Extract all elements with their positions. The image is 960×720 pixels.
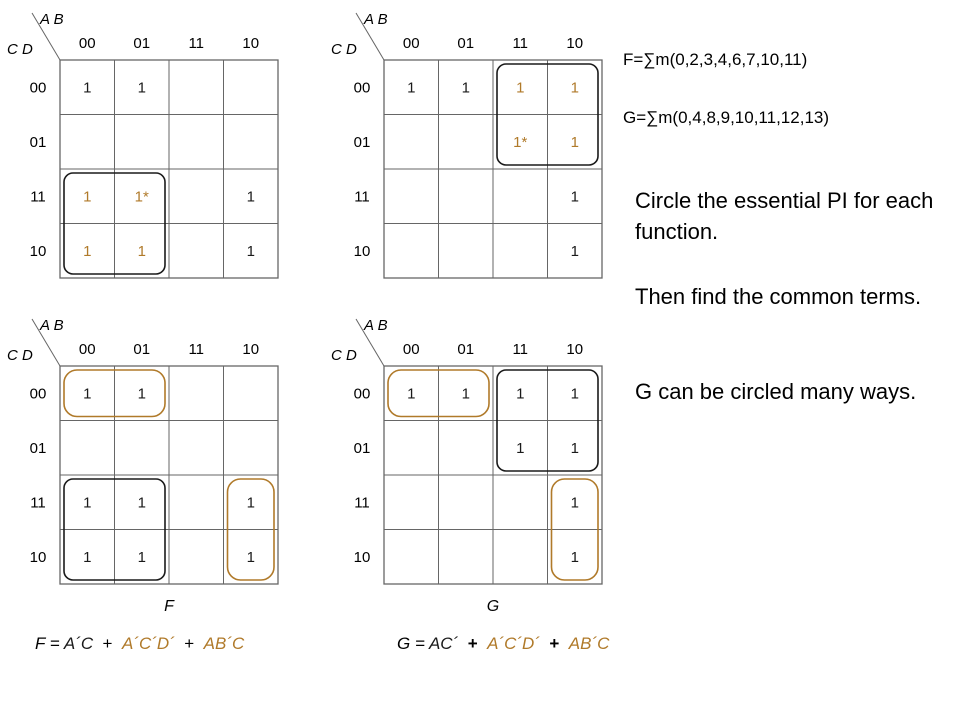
bottom-left-row-header: 11 xyxy=(30,494,46,512)
f-minterm-definition: F=∑m(0,2,3,4,6,7,10,11) xyxy=(623,50,808,69)
bottom-right-cell-value: 1 xyxy=(516,439,525,457)
instruction-common-terms: Then find the common terms. xyxy=(635,284,922,309)
top-left-cell-value: 1 xyxy=(83,79,92,97)
f-eq-term-2: A´C´D´ xyxy=(121,634,175,653)
top-left-col-header: 11 xyxy=(188,35,205,52)
top-right-cell-value: 1 xyxy=(461,79,470,97)
top-right-row-header: 00 xyxy=(353,79,371,97)
bottom-right-cell-value: 1 xyxy=(570,385,579,403)
bottom-left-col-header: 01 xyxy=(133,341,151,358)
top-right-row-header: 01 xyxy=(353,133,371,151)
bottom-right-cell-value: 1 xyxy=(570,439,579,457)
top-right-col-header: 01 xyxy=(457,35,475,52)
bottom-left-cell-value: 1 xyxy=(137,548,146,566)
f-eq-lhs: F = xyxy=(35,634,64,653)
top-left-cell-value: 1 xyxy=(137,79,146,97)
g-eq-op-2: + xyxy=(539,634,569,653)
bottom-left-cell-value: 1 xyxy=(83,548,92,566)
g-eq-term-3: AB´C xyxy=(568,634,610,653)
bottom-right-ab-label: A B xyxy=(364,317,388,334)
top-left-cell-value: 1 xyxy=(83,242,92,260)
top-left-row-header: 10 xyxy=(29,242,47,260)
top-left-ab-label: A B xyxy=(40,11,64,28)
top-right-row-header: 11 xyxy=(354,188,370,206)
top-left-row-header: 01 xyxy=(29,133,47,151)
bottom-left-col-header: 00 xyxy=(78,341,96,358)
bottom-right-cell-value: 1 xyxy=(570,548,579,566)
bottom-right-caption: G xyxy=(486,598,500,615)
top-right-cell-value: 1 xyxy=(516,79,525,97)
top-left-col-header: 00 xyxy=(78,35,96,52)
top-right-cell-value: 1 xyxy=(407,79,416,97)
f-eq-term-3: AB´C xyxy=(203,634,245,653)
bottom-left-caption: F xyxy=(164,598,174,615)
top-right-col-header: 10 xyxy=(566,35,584,52)
bottom-left-cell-value: 1 xyxy=(83,385,92,403)
bottom-left-cell-value: 1 xyxy=(137,385,146,403)
bottom-right-cell-value: 1 xyxy=(570,494,579,512)
bottom-right-row-header: 10 xyxy=(353,548,371,566)
bottom-right-cd-label: C D xyxy=(331,347,357,364)
bottom-right-col-header: 10 xyxy=(566,341,584,358)
top-left-col-header: 01 xyxy=(133,35,151,52)
bottom-left-cell-value: 1 xyxy=(83,494,92,512)
top-right-cd-label: C D xyxy=(331,41,357,58)
top-left-col-header: 10 xyxy=(242,35,260,52)
bottom-left-col-header: 10 xyxy=(242,341,260,358)
g-minterm-definition: G=∑m(0,4,8,9,10,11,12,13) xyxy=(623,108,830,127)
f-eq-op-2: + xyxy=(174,634,204,653)
top-right-cell-value: 1 xyxy=(570,188,579,206)
f-equation xyxy=(35,634,244,654)
top-right-row-header: 10 xyxy=(353,242,371,260)
top-right-col-header: 11 xyxy=(512,35,529,52)
top-left-row-header: 00 xyxy=(29,79,47,97)
bottom-right-col-header: 00 xyxy=(402,341,420,358)
g-eq-op-1: + xyxy=(458,634,488,653)
bottom-left-ab-label: A B xyxy=(40,317,64,334)
bottom-left-cell-value: 1 xyxy=(246,548,255,566)
top-right-col-header: 00 xyxy=(402,35,420,52)
top-left-cell-value: 1 xyxy=(246,242,255,260)
g-eq-lhs: G = xyxy=(397,634,429,653)
top-left-cell-value: 1 xyxy=(83,188,92,206)
bottom-right-col-header: 01 xyxy=(457,341,475,358)
top-left-cell-value: 1 xyxy=(137,242,146,260)
bottom-right-cell-value: 1 xyxy=(461,385,470,403)
top-left-row-header: 11 xyxy=(30,188,46,206)
bottom-right-cell-value: 1 xyxy=(407,385,416,403)
bottom-right-cell-value: 1 xyxy=(516,385,525,403)
bottom-left-cd-label: C D xyxy=(7,347,33,364)
top-left-cell-value: 1 xyxy=(246,188,255,206)
bottom-right-row-header: 00 xyxy=(353,385,371,403)
bottom-left-col-header: 11 xyxy=(188,341,205,358)
bottom-left-row-header: 10 xyxy=(29,548,47,566)
f-eq-term-1: A´C xyxy=(63,634,94,653)
top-left-cell-value: 1* xyxy=(134,188,149,206)
bottom-left-cell-value: 1 xyxy=(137,494,146,512)
top-right-ab-label: A B xyxy=(364,11,388,28)
instruction-g-many-ways: G can be circled many ways. xyxy=(635,379,917,404)
bottom-left-row-header: 00 xyxy=(29,385,47,403)
f-eq-op-1: + xyxy=(93,634,122,653)
bottom-left-cell-value: 1 xyxy=(246,494,255,512)
bottom-right-row-header: 01 xyxy=(353,439,371,457)
top-right-cell-value: 1 xyxy=(570,79,579,97)
instruction-essential-pi: Circle the essential PI for each function. xyxy=(635,188,934,244)
top-left-cd-label: C D xyxy=(7,41,33,58)
bottom-right-row-header: 11 xyxy=(354,494,370,512)
top-right-cell-value: 1 xyxy=(570,133,579,151)
top-right-cell-value: 1* xyxy=(513,133,528,151)
g-eq-term-1: AC´ xyxy=(428,634,459,653)
g-eq-term-2: A´C´D´ xyxy=(487,634,540,653)
g-equation xyxy=(397,634,609,654)
bottom-left-row-header: 01 xyxy=(29,439,47,457)
top-right-cell-value: 1 xyxy=(570,242,579,260)
bottom-right-col-header: 11 xyxy=(512,341,529,358)
